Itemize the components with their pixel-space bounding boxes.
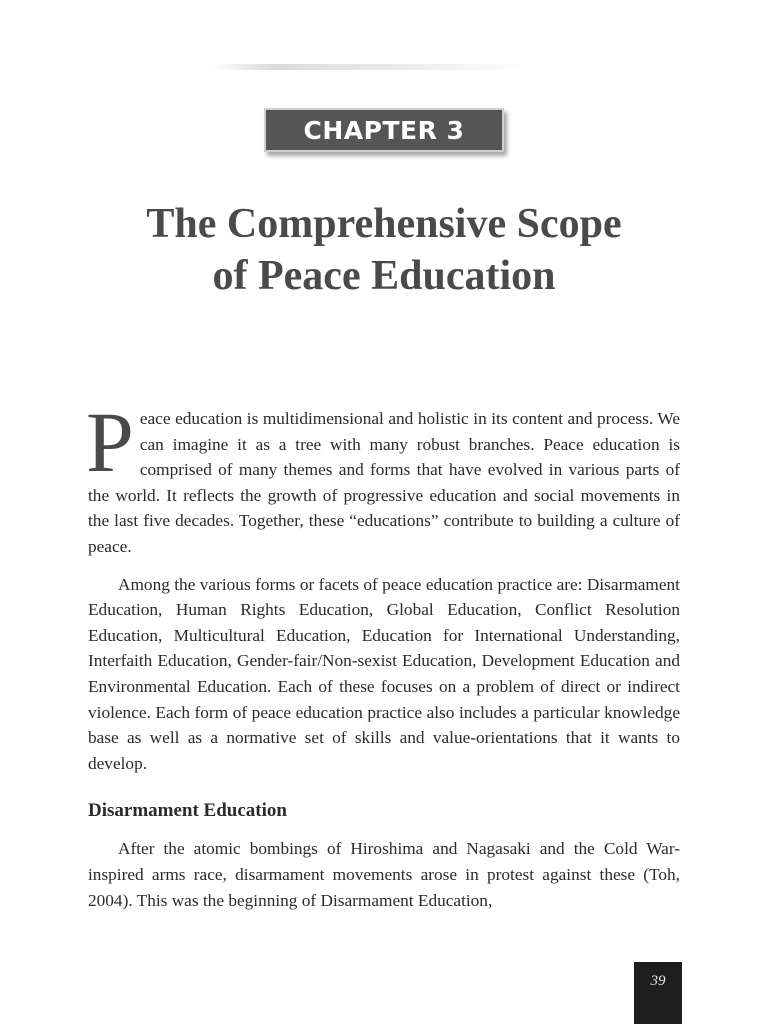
page-number: 39 bbox=[650, 973, 666, 989]
section-heading: Disarmament Education bbox=[88, 800, 287, 822]
paragraph-3: After the atomic bombings of Hiroshima and Nagasaki and the Cold War-inspired arms race, disarmament movements arose in protest against these (Toh, 2004). This was the beginning of Disarmament Education, bbox=[88, 839, 680, 910]
chapter-title-line-1: The Comprehensive Scope bbox=[146, 201, 622, 248]
page-number-box bbox=[634, 962, 682, 1024]
chapter-title-line-2: of Peace Education bbox=[212, 253, 556, 300]
drop-cap: P bbox=[86, 394, 134, 490]
paragraph-1 bbox=[86, 394, 680, 560]
paragraph-2: Among the various forms or facets of peace education practice are: Disarmament Education, Human Rights Education, Global Education, Conflict Resolution Education, Multicultural Education, Education for International Understanding, Interfaith Education, Gender-fair/Non-sexist Education, Development Education and Environmental Education. Each of these focuses on a problem of direct or indirect violence. Each form of peace education practice also includes a particular knowledge base as well as a normative set of skills and value-orientations that it wants to develop. bbox=[88, 574, 680, 773]
paragraph-1-text: eace education is multidimensional and holistic in its content and process. We can imagine it as a tree with many robust branches. Peace education is comprised of many themes and forms that have evolved in various parts of the world. It reflects the growth of progressive education and social movements in the last five decades. Together, these “educations” contribute to building a culture of peace. bbox=[88, 409, 680, 556]
body-text bbox=[86, 394, 680, 913]
chapter-label: CHAPTER 3 bbox=[303, 115, 465, 145]
chapter-label-box bbox=[264, 108, 504, 152]
header-smudge bbox=[210, 64, 530, 70]
chapter-title bbox=[60, 198, 708, 302]
